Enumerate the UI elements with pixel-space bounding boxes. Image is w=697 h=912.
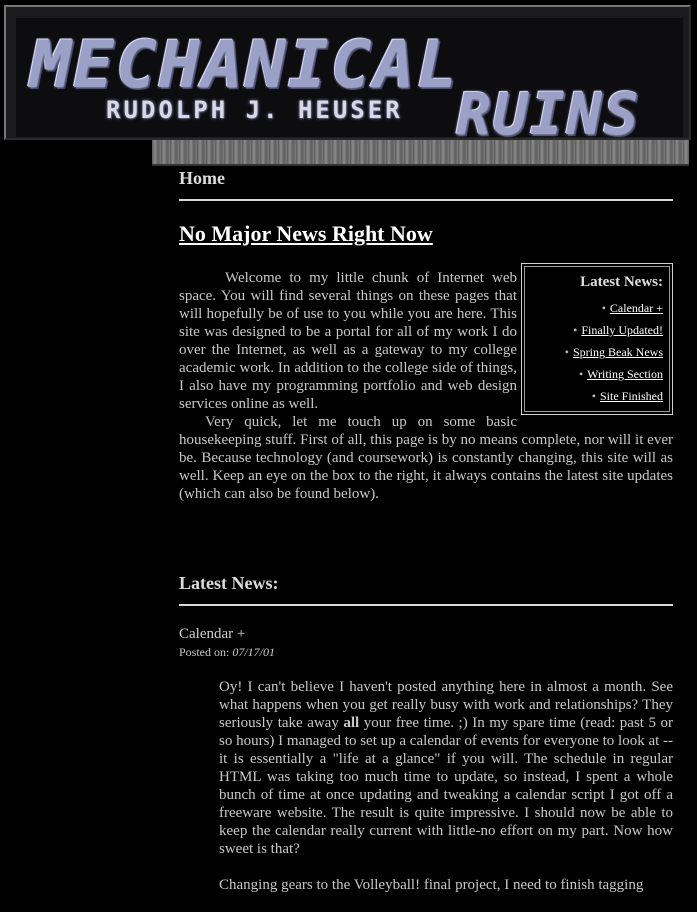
news-link-calendar[interactable]: Calendar + [609, 301, 663, 315]
news-headline: No Major News Right Now [179, 221, 433, 246]
latest-news-item [531, 363, 663, 385]
bullet-icon: • [578, 367, 584, 381]
intro-paragraph-2: Very quick, let me touch up on some basic housekeeping stuff. First of all, this page is by no means complete, nor will it ever be. Because technology (and coursework) is constantly changing, this site will as well. Keep an eye on the box to the right, it always contains the latest site updates (which can also be found below). [179, 414, 673, 502]
intro-text [179, 269, 673, 503]
entry-text: your free time. ;) In my spare time (read: past 5 or so hours) I managed to set up a calendar of events for everyone to look at -- it is essentially a "life at a glance" if you will. The schedule in regular HTML was taking too much time to update, so instead, I spent a whole bunch of time at once updating and tweaking a calendar script I got off a freeware website. The result is quite impressive. I should now be able to keep the calendar really current with little-no effort on my part. Now how sweet is that? [219, 715, 674, 857]
latest-news-box-title: Latest News: [580, 274, 663, 290]
news-link-site-finished[interactable]: Site Finished [599, 389, 663, 403]
page-title: Home [179, 168, 225, 188]
latest-news-item [531, 341, 663, 363]
entry-paragraph-2: Changing gears to the Volleyball! final project, I need to finish tagging [219, 877, 644, 893]
news-link-finally-updated[interactable]: Finally Updated! [581, 323, 663, 337]
entry-meta [179, 645, 673, 660]
main-content [179, 168, 673, 503]
latest-news-list [531, 297, 663, 407]
latest-news-item [531, 297, 663, 319]
latest-news-item [531, 319, 663, 341]
bullet-icon: • [564, 345, 569, 359]
bullet-icon: • [573, 323, 578, 337]
banner-frame [4, 5, 691, 148]
posted-label: Posted on: [179, 645, 230, 659]
logo-subtitle: RUINS [456, 80, 641, 148]
entry-text: Oy! I can't believe I haven't posted anything here in almost a month. See what happens when you get really busy with work and relationships? They seriously take away [219, 679, 673, 731]
news-link-writing-section[interactable]: Writing Section [587, 367, 663, 381]
logo-author: RUDOLPH J. HEUSER [106, 96, 403, 124]
latest-news-item [531, 385, 663, 407]
section-divider [179, 604, 673, 606]
entry-bold-text: all [343, 715, 360, 731]
intro-paragraph-1: Welcome to my little chunk of Internet web space. You will find several things on these pages that will hopefully be of use to you while you are here. This site was designed to be a portal for all of my work I do over the Internet, as well as a gateway to my college academic work. In addition to the college side of things, I also have my programming portfolio and web design services online as well. [179, 270, 517, 412]
entry-body [219, 678, 673, 894]
latest-news-box-inner [524, 266, 670, 412]
bullet-icon: • [601, 301, 606, 315]
latest-news-section [179, 573, 673, 912]
site-banner [0, 0, 697, 165]
posted-date: 07/17/01 [232, 645, 276, 659]
entry-title: Calendar + [179, 626, 246, 642]
entry-paragraph-1 [219, 678, 673, 858]
latest-news-heading: Latest News: [179, 573, 279, 593]
latest-news-box [521, 263, 673, 415]
news-link-spring-beak[interactable]: Spring Beak News [573, 345, 663, 359]
heading-divider [179, 199, 673, 201]
banner-logo-area [16, 18, 683, 148]
bullet-icon: • [591, 389, 596, 403]
logo-title: MECHANICAL [30, 27, 460, 104]
